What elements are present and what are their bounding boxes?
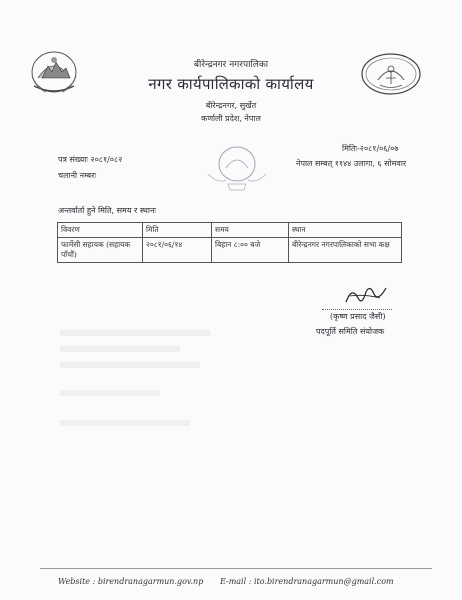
signatory-name: (कृष्ण प्रसाद जैसी) xyxy=(330,312,386,321)
footer-divider xyxy=(40,568,432,569)
signatory-title: पदपूर्ति समिति संयोजक xyxy=(316,327,385,336)
header-cell: स्थान xyxy=(289,223,402,238)
schedule-heading: अन्तर्वार्ता हुने मिति, समय र स्थानः xyxy=(58,206,157,215)
office-seal-icon xyxy=(204,140,270,192)
table-cell: २०८१/०६/१४ xyxy=(143,238,212,263)
footer-website: Website : birendranagarmun.gov.np xyxy=(58,577,204,586)
letter-date: मितिः-२०८१/०६/०७ xyxy=(342,144,399,153)
municipality-logo-icon xyxy=(360,52,422,96)
table-cell: बिहान ८:०० बजे xyxy=(212,238,289,263)
office-address: बीरेन्द्रनगर, सुर्खेत xyxy=(205,101,257,110)
header-cell: समय xyxy=(212,223,289,238)
dispatch-number: चलानी नम्बरः xyxy=(58,171,97,180)
header-cell: विवरण xyxy=(58,223,143,238)
signature-line xyxy=(322,309,392,310)
municipality-name: बीरेन्द्रनगर नगरपालिका xyxy=(193,60,269,70)
nepal-sambat-date: नेपाल सम्बत् ११४४ उलागा, ६ सोमवार xyxy=(296,159,407,168)
header-cell: मिति xyxy=(143,223,212,238)
letter-number: पत्र संख्याः २०८१/०८२ xyxy=(58,155,123,164)
table-row xyxy=(58,238,402,263)
table-cell: फार्मेसी सहायक (सहायक पाँचौं) xyxy=(58,238,143,263)
signature-icon xyxy=(340,282,390,308)
office-province: कर्णाली प्रदेश, नेपाल xyxy=(201,114,261,123)
table-cell: बीरेन्द्रनगर नगरपालिकाको सभा कक्ष xyxy=(289,238,402,263)
table-header-row xyxy=(58,223,402,238)
footer-email: E-mail : ito.birendranagarmun@gmail.com xyxy=(220,577,394,586)
interview-schedule-table xyxy=(57,222,402,263)
bleed-through-shadow xyxy=(60,330,210,460)
office-title: नगर कार्यपालिकाको कार्यालय xyxy=(148,75,314,93)
